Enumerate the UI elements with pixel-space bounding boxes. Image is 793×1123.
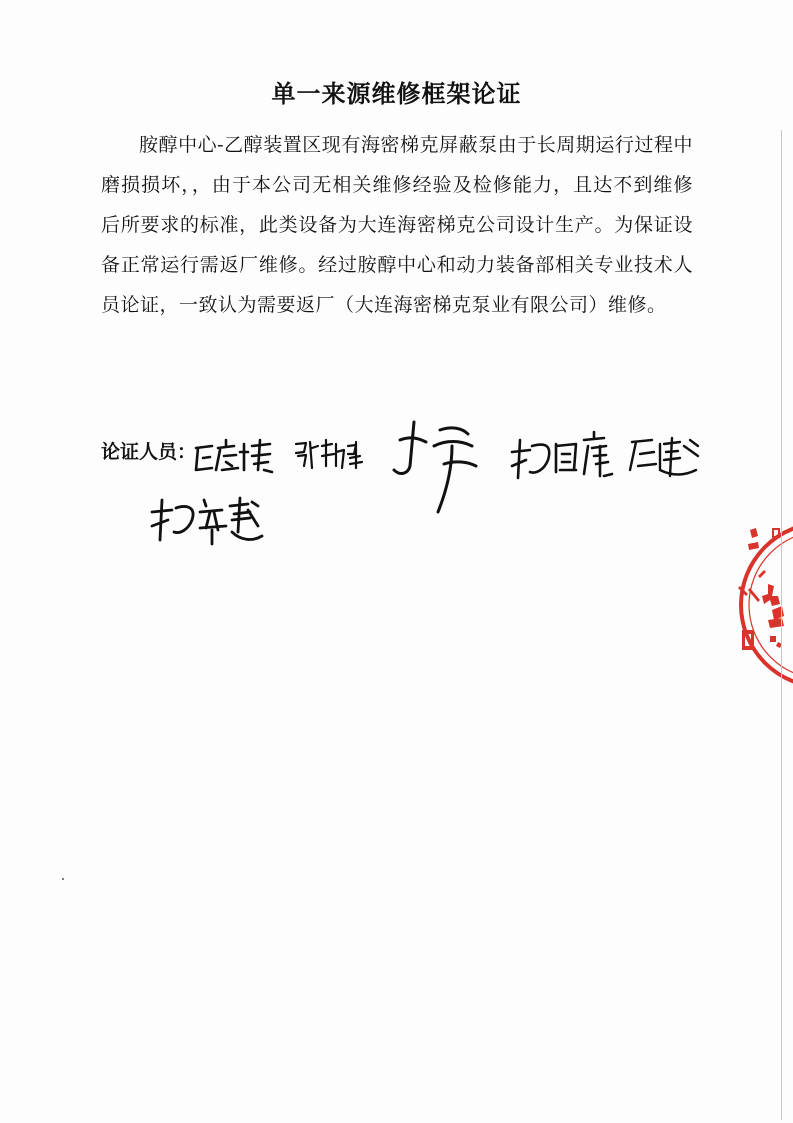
signature-4: [512, 432, 612, 478]
signature-1: [196, 440, 272, 472]
scan-edge-line: [781, 130, 782, 1120]
scan-speck: [62, 878, 64, 880]
signature-2: [296, 440, 362, 468]
signature-6: [152, 498, 262, 544]
signature-5: [630, 438, 698, 476]
signature-label: 论证人员：: [101, 441, 197, 463]
signature-3: [394, 422, 476, 512]
document-title: 单一来源维修框架论证: [271, 80, 522, 108]
company-seal: [728, 510, 793, 690]
document-body: 胺醇中心-乙醇装置区现有海密梯克屏蔽泵由于长周期运行过程中磨损损坏，，由于本公司无相关维修经验及检修能力，且达不到维修后所要求的标准，此类设备为大连海密梯克公司设计生产。为保证设备正常运行需返厂维修。经过胺醇中心和动力装备部相关专业技术人员论证，一致认为需要返厂（大连海密梯克泵业有限公司）维修。: [101, 134, 693, 316]
